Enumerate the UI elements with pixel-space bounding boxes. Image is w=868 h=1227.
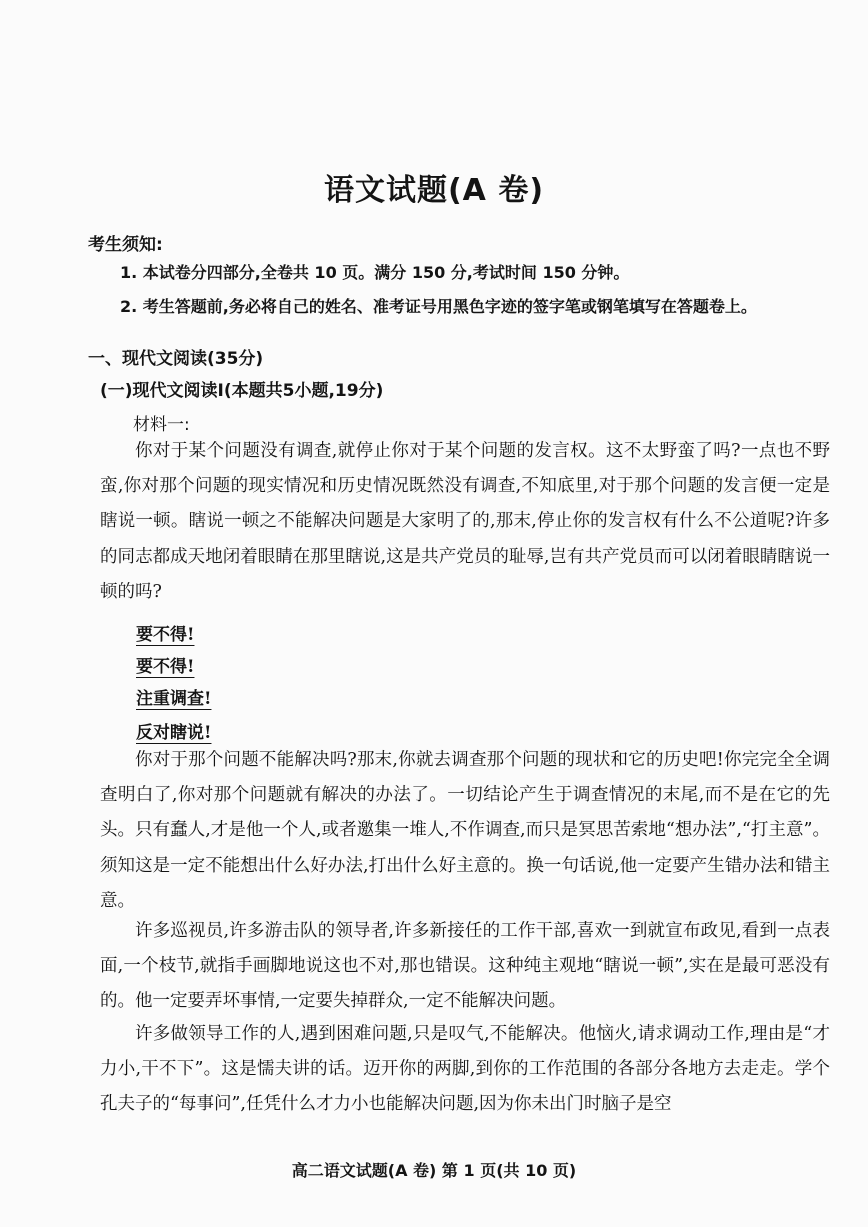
passage-paragraph-1: 你对于某个问题没有调查,就停止你对于某个问题的发言权。这不太野蛮了吗?一点也不野蛮,你对那个问题的现实情况和历史情况既然没有调查,不知底里,对于那个问题的发言便一定是瞎说一顿。瞎说一顿之不能解决问题是大家明了的,那末,停止你的发言权有什么不公道呢?许多的同志都成天地闭着眼睛在那里瞎说,这是共产党员的耻辱,岂有共产党员而可以闭着眼睛瞎说一顿的吗? xyxy=(100,441,830,602)
passage-paragraph-4: 许多做领导工作的人,遇到困难问题,只是叹气,不能解决。他恼火,请求调动工作,理由是“才力小,干不下”。这是懦夫讲的话。迈开你的两脚,到你的工作范围的各部分各地方去走走。学个孔夫子的“每事问”,任凭什么才力小也能解决问题,因为你未出门时脑子是空 xyxy=(100,1024,830,1115)
slogan-4: 反对瞎说! xyxy=(136,723,212,743)
notice-heading: 考生须知: xyxy=(88,235,163,255)
page-footer: 高二语文试题(A 卷) 第 1 页(共 10 页) xyxy=(291,1161,577,1180)
passage-paragraph-2: 你对于那个问题不能解决吗?那末,你就去调查那个问题的现状和它的历史吧!你完完全全调查明白了,你对那个问题就有解决的办法了。一切结论产生于调查情况的末尾,而不是在它的先头。只有蠢人,才是他一个人,或者邀集一堆人,不作调查,而只是冥思苦索地“想办法”,“打主意”。须知这是一定不能想出什么好办法,打出什么好主意的。换一句话说,他一定要产生错办法和错主意。 xyxy=(100,750,830,911)
material-label: 材料一: xyxy=(133,415,190,435)
passage-paragraph-3: 许多巡视员,许多游击队的领导者,许多新接任的工作干部,喜欢一到就宣布政见,看到一点表面,一个枝节,就指手画脚地说这也不对,那也错误。这种纯主观地“瞎说一顿”,实在是最可恶没有的。他一定要弄坏事情,一定要失掉群众,一定不能解决问题。 xyxy=(100,921,830,1012)
slogan-1: 要不得! xyxy=(136,625,195,645)
slogan-3: 注重调查! xyxy=(136,689,212,709)
slogan-2: 要不得! xyxy=(136,657,195,677)
section-heading: 一、现代文阅读(35分) xyxy=(88,349,264,369)
notice-item-1: 1. 本试卷分四部分,全卷共 10 页。满分 150 分,考试时间 150 分钟。 xyxy=(120,263,630,282)
page-title: 语文试题(A 卷) xyxy=(323,173,545,208)
subsection-heading: (一)现代文阅读Ⅰ(本题共5小题,19分) xyxy=(100,381,384,401)
notice-item-2: 2. 考生答题前,务必将自己的姓名、准考证号用黑色字迹的签字笔或钢笔填写在答题卷上。 xyxy=(120,297,757,316)
